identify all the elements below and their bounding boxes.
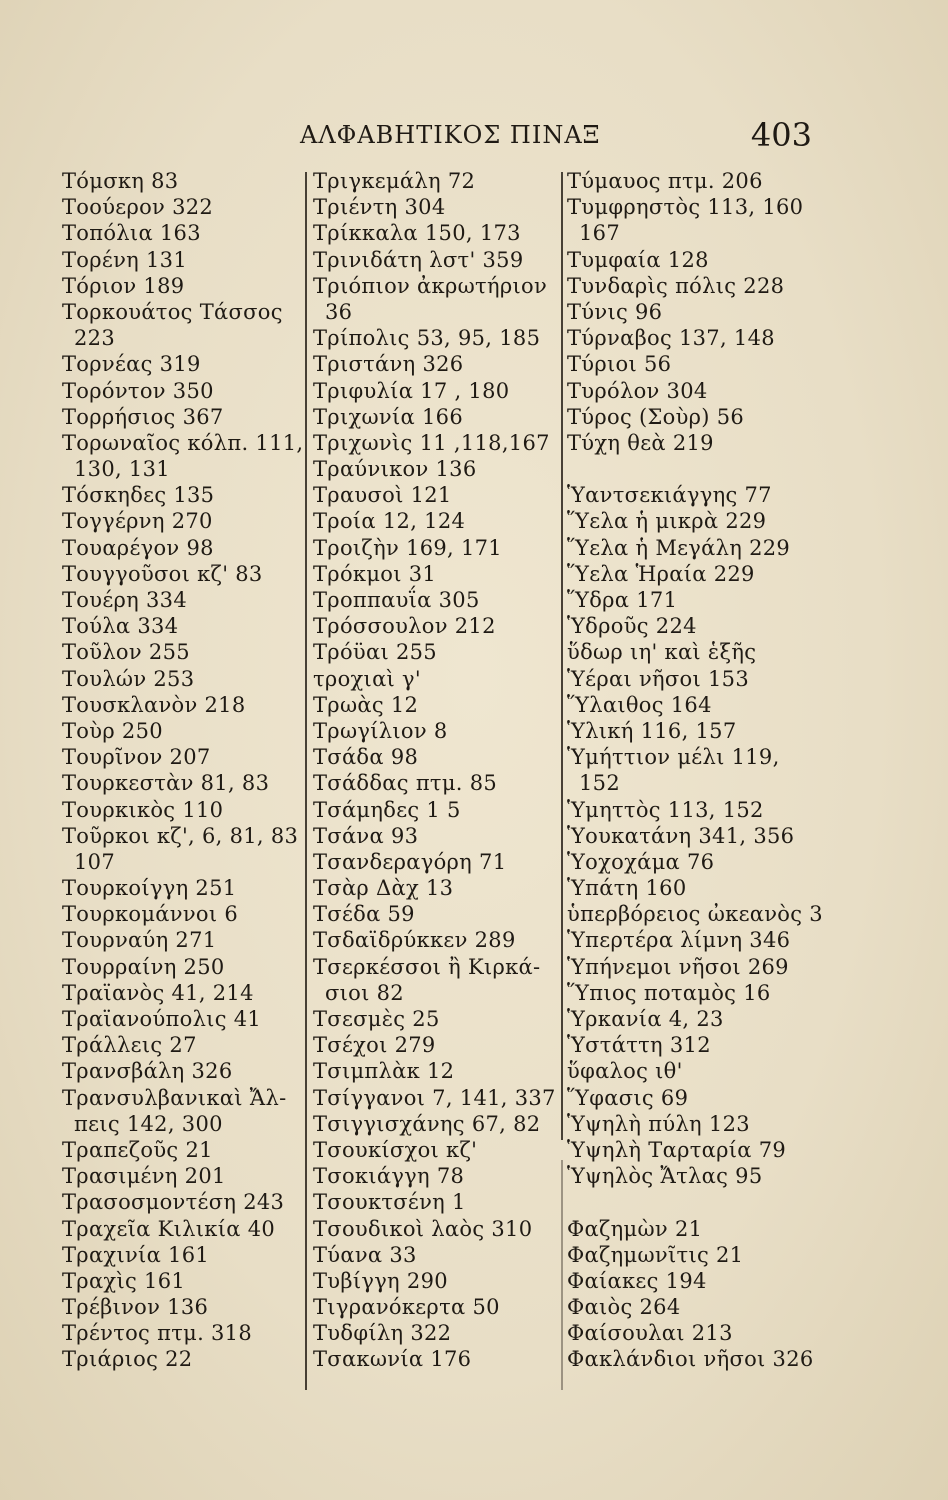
index-entry: Τογγέρνη 270 [62, 509, 213, 534]
section-gap [567, 456, 827, 482]
index-entry: Τσίγγανοι 7, 141, 337 [313, 1085, 556, 1110]
index-entry: Τραχὶς 161 [62, 1268, 186, 1293]
index-entry: Ὑψηλὴ πύλη 123 [567, 1111, 750, 1136]
index-entry: 130, 131 [74, 457, 170, 482]
index-entry: Τύανα 33 [313, 1242, 417, 1267]
index-entry: Τουρναύη 271 [62, 928, 217, 953]
index-entry: Τόσκηδες 135 [62, 483, 215, 508]
index-entry: Τορωναῖος κόλπ. 111, [62, 430, 304, 455]
index-entry: Τσερκέσσοι ἢ Κιρκά- [313, 954, 541, 979]
index-entry: Ὑπερτέρα λίμνη 346 [567, 928, 791, 953]
index-entry: Τόριον 189 [62, 273, 185, 298]
index-entry: Τραϊανούπολις 41 [62, 1007, 262, 1031]
index-entry: 223 [74, 326, 115, 351]
index-entry: Τσουδικοὶ λαὸς 310 [313, 1216, 533, 1241]
index-entry: Τραυσοὶ 121 [313, 483, 452, 508]
index-entry: Τύρναβος 137, 148 [567, 326, 775, 351]
index-entry: Τράλλεις 27 [62, 1033, 197, 1058]
index-entry: Τοῦλον 255 [62, 640, 190, 665]
index-entry: 167 [579, 221, 620, 246]
index-entry: Τύριοι 56 [567, 352, 672, 377]
index-entry: Τρανσβάλη 326 [62, 1059, 233, 1084]
index-entry: Τορνέας 319 [62, 352, 201, 377]
index-entry: Τοπόλια 163 [62, 221, 201, 246]
index-entry: Τυνδαρὶς πόλις 228 [567, 273, 785, 298]
index-entry: πεις 142, 300 [74, 1111, 223, 1136]
index-entry: Τυμφαία 128 [567, 247, 709, 272]
index-entry: 36 [325, 299, 353, 324]
index-entry: Ὑλική 116, 157 [567, 718, 737, 743]
index-entry: Τουρραίνη 250 [62, 954, 225, 979]
index-entry: Ὕελα ἡ Μεγάλη 229 [567, 535, 791, 560]
index-entry: Τσάδα 98 [313, 745, 419, 770]
index-entry: Τριφυλία 17 , 180 [313, 378, 510, 403]
index-entry: 107 [74, 849, 115, 874]
index-entry: Τρέβινον 136 [62, 1295, 209, 1320]
index-entry: τροχιαὶ γ' [313, 666, 421, 691]
index-entry: Τουρκεστὰν 81, 83 [62, 771, 270, 796]
index-entry: Τροία 12, 124 [313, 509, 466, 534]
index-entry: Τρέντος πτμ. 318 [62, 1321, 252, 1346]
index-entry: Τρωγίλιον 8 [313, 718, 448, 743]
index-column-1 [62, 168, 302, 1373]
index-entry: Τσδαϊδρύκκεν 289 [313, 928, 516, 953]
index-entry: ὕφαλος ιθ' [567, 1059, 683, 1084]
index-entry: Φαζημωνῖτις 21 [567, 1242, 744, 1267]
index-entry: Τύχη θεὰ 219 [567, 430, 714, 455]
index-entry: Φακλάνδιοι νῆσοι 326 [567, 1347, 814, 1372]
index-entry: Τορόντον 350 [62, 378, 214, 403]
index-entry: Ὑέραι νῆσοι 153 [567, 666, 749, 691]
index-entry: Τύρος (Σοὺρ) 56 [567, 404, 745, 429]
index-entry: Φαίακες 194 [567, 1268, 707, 1293]
index-entry: Τρασιμένη 201 [62, 1164, 226, 1189]
index-entry: Ὑαντσεκιάγγης 77 [567, 483, 772, 508]
index-entry: Τρωὰς 12 [313, 692, 419, 717]
index-entry: Τριέντη 304 [313, 195, 446, 220]
index-entry: Τραχεῖα Κιλικία 40 [62, 1216, 276, 1241]
index-entry: Τσιγγισχάνης 67, 82 [313, 1111, 541, 1136]
index-entry: Τσεσμὲς 25 [313, 1007, 440, 1031]
index-entry: Τουρκοίγγη 251 [62, 876, 237, 901]
index-entry: Ὑπάτη 160 [567, 876, 687, 901]
index-entry: Τρινιδάτη λστ' 359 [313, 247, 524, 272]
index-entry: Τσανδεραγόρη 71 [313, 849, 507, 874]
index-entry: Τσιμπλὰκ 12 [313, 1059, 455, 1084]
index-entry: Τουέρη 334 [62, 588, 187, 612]
index-entry: Τσακωνία 176 [313, 1347, 472, 1372]
index-entry: Ὕελα ἡ μικρὰ 229 [567, 509, 767, 534]
index-entry: Ὑμηττὸς 113, 152 [567, 797, 764, 822]
index-entry: Φαιὸς 264 [567, 1295, 681, 1320]
index-entry: Τσάνα 93 [313, 823, 419, 848]
index-entry: Ὑπήνεμοι νῆσοι 269 [567, 954, 789, 979]
index-entry: Ὑρκανία 4, 23 [567, 1007, 724, 1031]
index-column-3 [567, 168, 827, 1373]
index-entry: Τραπεζοῦς 21 [62, 1137, 213, 1162]
index-entry: Ὑδροῦς 224 [567, 614, 697, 639]
index-entry: Φαίσουλαι 213 [567, 1321, 733, 1346]
page-title: ΑΛΦΑΒΗΤΙΚΟΣ ΠΙΝΑΞ [300, 121, 601, 149]
index-entry: Τόμσκη 83 [62, 169, 179, 193]
index-entry: Ὑψηλὴ Ταρταρία 79 [567, 1137, 787, 1162]
index-entry: Τοῦρκοι κζ', 6, 81, 83 [62, 823, 299, 848]
index-entry: Τριστάνη 326 [313, 352, 464, 377]
index-entry: Τυβίγγη 290 [313, 1268, 448, 1293]
index-entry: Τιγρανόκερτα 50 [313, 1295, 500, 1320]
index-entry: Τρίκκαλα 150, 173 [313, 221, 521, 246]
index-entry: 152 [579, 771, 620, 796]
index-entry: Τριχωνὶς 11 ,118,167 [313, 430, 550, 455]
index-entry: Τοὺρ 250 [62, 718, 163, 743]
index-entry: Τροιζὴν 169, 171 [313, 535, 502, 560]
index-entry: Τορρήσιος 367 [62, 404, 224, 429]
index-entry: Τορένη 131 [62, 247, 187, 272]
index-entry: Ὕελα Ἡραία 229 [567, 561, 755, 586]
index-entry: Τρόκμοι 31 [313, 561, 437, 586]
index-entry: ὑπερβόρειος ὠκεανὸς 3 [567, 902, 823, 927]
index-entry: Ὕπιος ποταμὸς 16 [567, 980, 771, 1005]
index-entry: Τυδφίλη 322 [313, 1321, 452, 1346]
index-entry: Τουρκικὸς 110 [62, 797, 224, 822]
index-entry: Τροππαυΐα 305 [313, 588, 480, 612]
index-entry: Τρίπολις 53, 95, 185 [313, 326, 541, 351]
index-entry: Τουσκλανὸν 218 [62, 692, 246, 717]
index-entry: Ὑοχοχάμα 76 [567, 849, 715, 874]
index-entry: Τοούερον 322 [62, 195, 214, 220]
index-entry: Τορκουάτος Τάσσος [62, 299, 283, 324]
index-entry: Τρόϋαι 255 [313, 640, 437, 665]
index-entry: Τσουκτσένη 1 [313, 1190, 466, 1215]
page-number: 403 [750, 116, 812, 154]
index-entry: Τουγγοῦσοι κζ' 83 [62, 561, 263, 586]
index-entry: Τσουκίσχοι κζ' [313, 1137, 478, 1162]
index-entry: Τουρκομάννοι 6 [62, 902, 239, 927]
index-column-2 [313, 168, 563, 1373]
index-entry: Τουαρέγον 98 [62, 535, 214, 560]
index-entry: Τουρῖνον 207 [62, 745, 211, 770]
index-entry: ὕδωρ ιη' καὶ ἑξῆς [567, 640, 757, 665]
index-entry: Ὑμήττιον μέλι 119, [567, 745, 780, 770]
index-entry: Τριχωνία 166 [313, 404, 463, 429]
index-entry: Ὕδρα 171 [567, 588, 678, 612]
index-entry: Φαζημὼν 21 [567, 1216, 703, 1241]
index-entry: Τουλών 253 [62, 666, 195, 691]
index-entry: Τύνις 96 [567, 299, 663, 324]
index-entry: Ὑστάττη 312 [567, 1033, 711, 1058]
index-entry: Τυρόλον 304 [567, 378, 708, 403]
index-entry: Τραϊανὸς 41, 214 [62, 980, 254, 1005]
index-entry: Τσέδα 59 [313, 902, 415, 927]
section-gap [567, 1189, 827, 1215]
index-entry: Ὕφασις 69 [567, 1085, 689, 1110]
column-divider [305, 172, 307, 1390]
index-entry: Τρόσσουλον 212 [313, 614, 496, 639]
index-entry: Τρανσυλβανικαὶ Ἄλ- [62, 1085, 287, 1110]
index-entry: Τραύνικον 136 [313, 457, 477, 482]
index-entry: Τσοκιάγγη 78 [313, 1164, 465, 1189]
index-entry: Τύμαυος πτμ. 206 [567, 169, 763, 193]
index-entry: Ὕλαιθος 164 [567, 692, 712, 717]
index-entry: Τυμφρηστὸς 113, 160 [567, 195, 804, 220]
index-entry: Τραχινία 161 [62, 1242, 210, 1267]
index-entry: Τούλα 334 [62, 614, 179, 639]
index-entry: Τσάδδας πτμ. 85 [313, 771, 498, 796]
index-entry: Τσάμηδες 1 5 [313, 797, 461, 822]
index-entry: Τριγκεμάλη 72 [313, 169, 476, 193]
index-entry: Ὑουκατάνη 341, 356 [567, 823, 795, 848]
index-entry: Τρασοσμοντέση 243 [62, 1190, 285, 1215]
index-entry: Τσέχοι 279 [313, 1033, 436, 1058]
index-entry: Ὑψηλὸς Ἄτλας 95 [567, 1164, 763, 1189]
index-entry: σιοι 82 [325, 980, 404, 1005]
index-entry: Τριόπιον ἀκρωτήριον [313, 273, 548, 298]
index-entry: Τσὰρ Δὰχ 13 [313, 876, 454, 901]
index-entry: Τριάριος 22 [62, 1347, 193, 1372]
